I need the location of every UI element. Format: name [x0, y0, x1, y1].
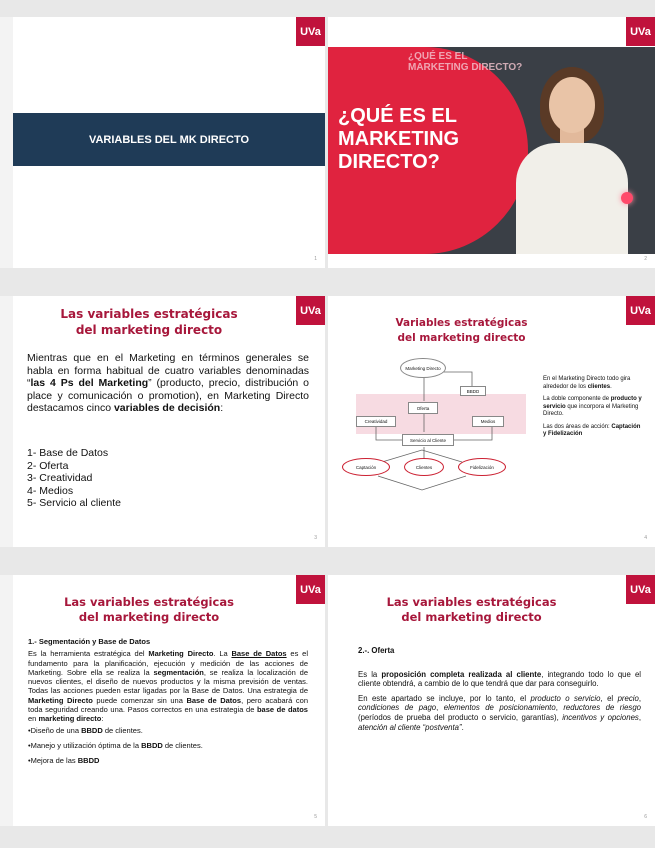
list-item: 3- Creatividad [27, 472, 93, 484]
diagram-node: Creatividad [356, 416, 396, 427]
slide-1-title-band: VARIABLES DEL MK DIRECTO [13, 113, 325, 166]
diagram-node: Captación [342, 458, 390, 476]
section-heading: 2.-. Oferta [358, 646, 395, 655]
diagram-connectors [342, 354, 542, 504]
video-thumbnail[interactable] [328, 47, 655, 254]
slide-title: Las variables estratégicas del marketing directo [64, 595, 234, 624]
uva-logo: UVa [296, 17, 325, 46]
diagram-node: Fidelización [458, 458, 506, 476]
diagram-node: Medios [472, 416, 504, 427]
list-item: •Mejora de las BBDD [28, 756, 100, 766]
hero-headline: ¿QUÉ ES EL MARKETING DIRECTO? [338, 105, 460, 173]
uva-logo: UVa [626, 575, 655, 604]
slide-title: Las variables estratégicas del marketing directo [60, 307, 238, 337]
uva-logo: UVa [626, 17, 655, 46]
section-heading: 1.- Segmentación y Base de Datos [28, 637, 151, 646]
diagram-node: BBDD [460, 386, 486, 396]
page-edge [0, 17, 13, 268]
slide-4[interactable] [328, 296, 655, 547]
list-item: 2- Oferta [27, 459, 69, 472]
page-edge [0, 575, 13, 826]
list-item: •Manejo y utilización óptima de la BBDD de clientes. [28, 740, 203, 750]
slide-body: 1.- Segmentación y Base de Datos Es la herramienta estratégica del Marketing Directo. La Base de Datos es el fundamento para la planificación, ejecución y medición de las acciones de Marketing. Sobre ella se realiza la segmentación, se realiza la localización de nuevos clientes, el diseño de nuevos productos y la misma previsión de ventas. Todas las acciones pueden estar ligadas por la Base de Datos. Una estrategia de Marketing Directo puede comenzar sin una Base de Datos, pero acabará con toda seguridad creando una. Pasos correctos en una estrategia de base de datos en marketing directo: •Diseño de una BBDD de clientes. •Manejo y utilización óptima de la BBDD de clientes. •Mejora de las BBDD [28, 637, 308, 766]
slide-3[interactable] [13, 296, 325, 547]
list-item: •Diseño de una BBDD de clientes. [28, 725, 143, 735]
slide-title: Variables estratégicas del marketing directo [395, 317, 528, 344]
uva-logo: UVa [296, 296, 325, 325]
slide-6[interactable] [328, 575, 655, 826]
slide-body: 2.-. Oferta Es la proposición completa realizada al cliente, integrando todo lo que el cliente obtendrá, a cambio de lo que tendrá que dar para conseguirlo. En este apartado se incluye, por lo tanto, el producto o servicio, el precio, condiciones de pago, elementos de posicionamiento, reductores de riesgo (períodos de prueba del producto o servicio, garantías), incentivos y opciones, atención al cliente “postventa”. [358, 646, 642, 732]
diagram-node: Clientes [404, 458, 444, 476]
page-number: 4 [644, 535, 647, 541]
microphone-icon [621, 192, 633, 204]
diagram-notes: En el Marketing Directo todo gira alrededor de los clientes. La doble componente de producto y servicio que incorpora el Marketing Directo. Las dos áreas de acción: Captación y Fidelización [543, 376, 642, 437]
page-number: 5 [314, 814, 317, 820]
list-item: 4- Medios [27, 484, 74, 497]
page-edge [0, 296, 13, 547]
list-item: 5- Servicio al cliente [27, 497, 121, 509]
uva-logo: UVa [626, 296, 655, 325]
slide-title: Las variables estratégicas del marketing directo [386, 595, 557, 624]
slide-5[interactable] [13, 575, 325, 826]
slide-1[interactable] [13, 17, 325, 268]
page-number: 3 [314, 535, 317, 541]
uva-logo: UVa [296, 575, 325, 604]
page-number: 2 [644, 256, 647, 262]
list-item: 1- Base de Datos [27, 447, 109, 459]
diagram-node: Oferta [408, 402, 438, 414]
presenter-image [516, 65, 636, 254]
variables-list [27, 447, 277, 510]
intro-paragraph: Mientras que en el Marketing en términos generales se habla en forma habitual de cuatro variables denominadas “las 4 Ps del Marketing” (producto, precio, distribución o place y comunicación o promotion), en Marketing Directo destacamos cinco variables de decisión: [27, 352, 309, 414]
page-number: 6 [644, 814, 647, 820]
diagram-node: Marketing Directo [400, 358, 446, 378]
marketing-diagram [342, 354, 542, 504]
page-number: 1 [314, 256, 317, 262]
background-caption: ¿QUÉ ES EL MARKETING DIRECTO? [408, 51, 523, 73]
diagram-node: Servicio al Cliente [402, 434, 454, 446]
slide-2[interactable] [328, 17, 655, 268]
